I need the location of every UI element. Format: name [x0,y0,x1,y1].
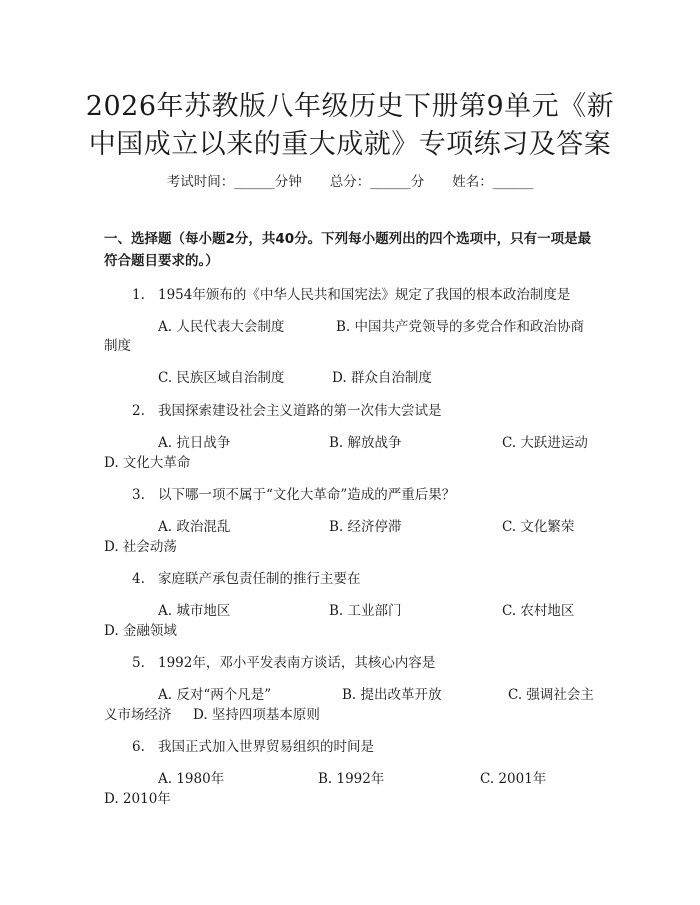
option-c-continued: 义市场经济 [104,707,172,723]
option-c: C. 强调社会主 [508,687,594,703]
option-a: A. 城市地区 [158,603,231,619]
question-text: 我国正式加入世界贸易组织的时间是 [158,739,374,755]
question-number: 2. [132,403,145,419]
option-b: B. 1992年 [318,771,385,787]
option-d: D. 文化大革命 [104,455,191,471]
option-d: D. 社会动荡 [104,539,177,555]
option-d: D. 金融领域 [104,623,177,639]
question-number: 1. [132,287,145,303]
question-text: 家庭联产承包责任制的推行主要在 [158,571,361,587]
question-1 [132,283,570,303]
option-a: A. 1980年 [158,771,225,787]
exam-score: 总分：______分 [329,174,425,190]
option-c: C. 民族区域自治制度 [158,370,285,386]
option-c: C. 农村地区 [502,603,575,619]
option-a: A. 反对“两个凡是” [158,687,272,703]
option-c: C. 文化繁荣 [502,519,575,535]
option-c: C. 2001年 [480,771,547,787]
section-heading: 一、选择题（每小题2分，共40分。下列每小题列出的四个选项中，只有一项是最符合题目要求的。） [104,231,592,269]
question-4 [132,567,361,587]
question-text: 以下哪一项不属于“文化大革命”造成的严重后果？ [158,487,456,503]
exam-time: 考试时间：______分钟 [166,174,302,190]
document-title-line-1: 2026年苏教版八年级历史下册第9单元《新 [85,91,615,122]
option-d: D. 2010年 [104,791,171,807]
question-number: 6. [132,739,145,755]
option-b: B. 提出改革开放 [342,687,442,703]
question-number: 5. [132,655,145,671]
question-3 [132,483,455,503]
option-a: A. 政治混乱 [158,519,231,535]
option-a: A. 人民代表大会制度 [158,319,285,335]
question-text: 1954年颁布的《中华人民共和国宪法》规定了我国的根本政治制度是 [158,287,571,303]
question-text: 1992年，邓小平发表南方谈话，其核心内容是 [158,655,436,671]
option-a: A. 抗日战争 [158,435,231,451]
option-c: C. 大跃进运动 [502,435,588,451]
option-b: B. 中国共产党领导的多党合作和政治协商 [336,319,585,335]
question-6 [132,735,374,755]
exam-name: 姓名：______ [452,174,534,190]
option-b: B. 经济停滞 [329,519,402,535]
question-text: 我国探索建设社会主义道路的第一次伟大尝试是 [158,403,442,419]
question-2 [132,399,442,419]
option-b: B. 工业部门 [329,603,402,619]
question-number: 3. [132,487,145,503]
document-title-line-2: 中国成立以来的重大成就》专项练习及答案 [88,129,612,160]
exam-meta [0,170,700,190]
option-d: D. 群众自治制度 [332,370,432,386]
option-d: D. 坚持四项基本原则 [193,707,320,723]
question-number: 4. [132,571,145,587]
option-b: B. 解放战争 [329,435,402,451]
question-5 [132,651,435,671]
option-b-continued: 制度 [104,338,131,354]
